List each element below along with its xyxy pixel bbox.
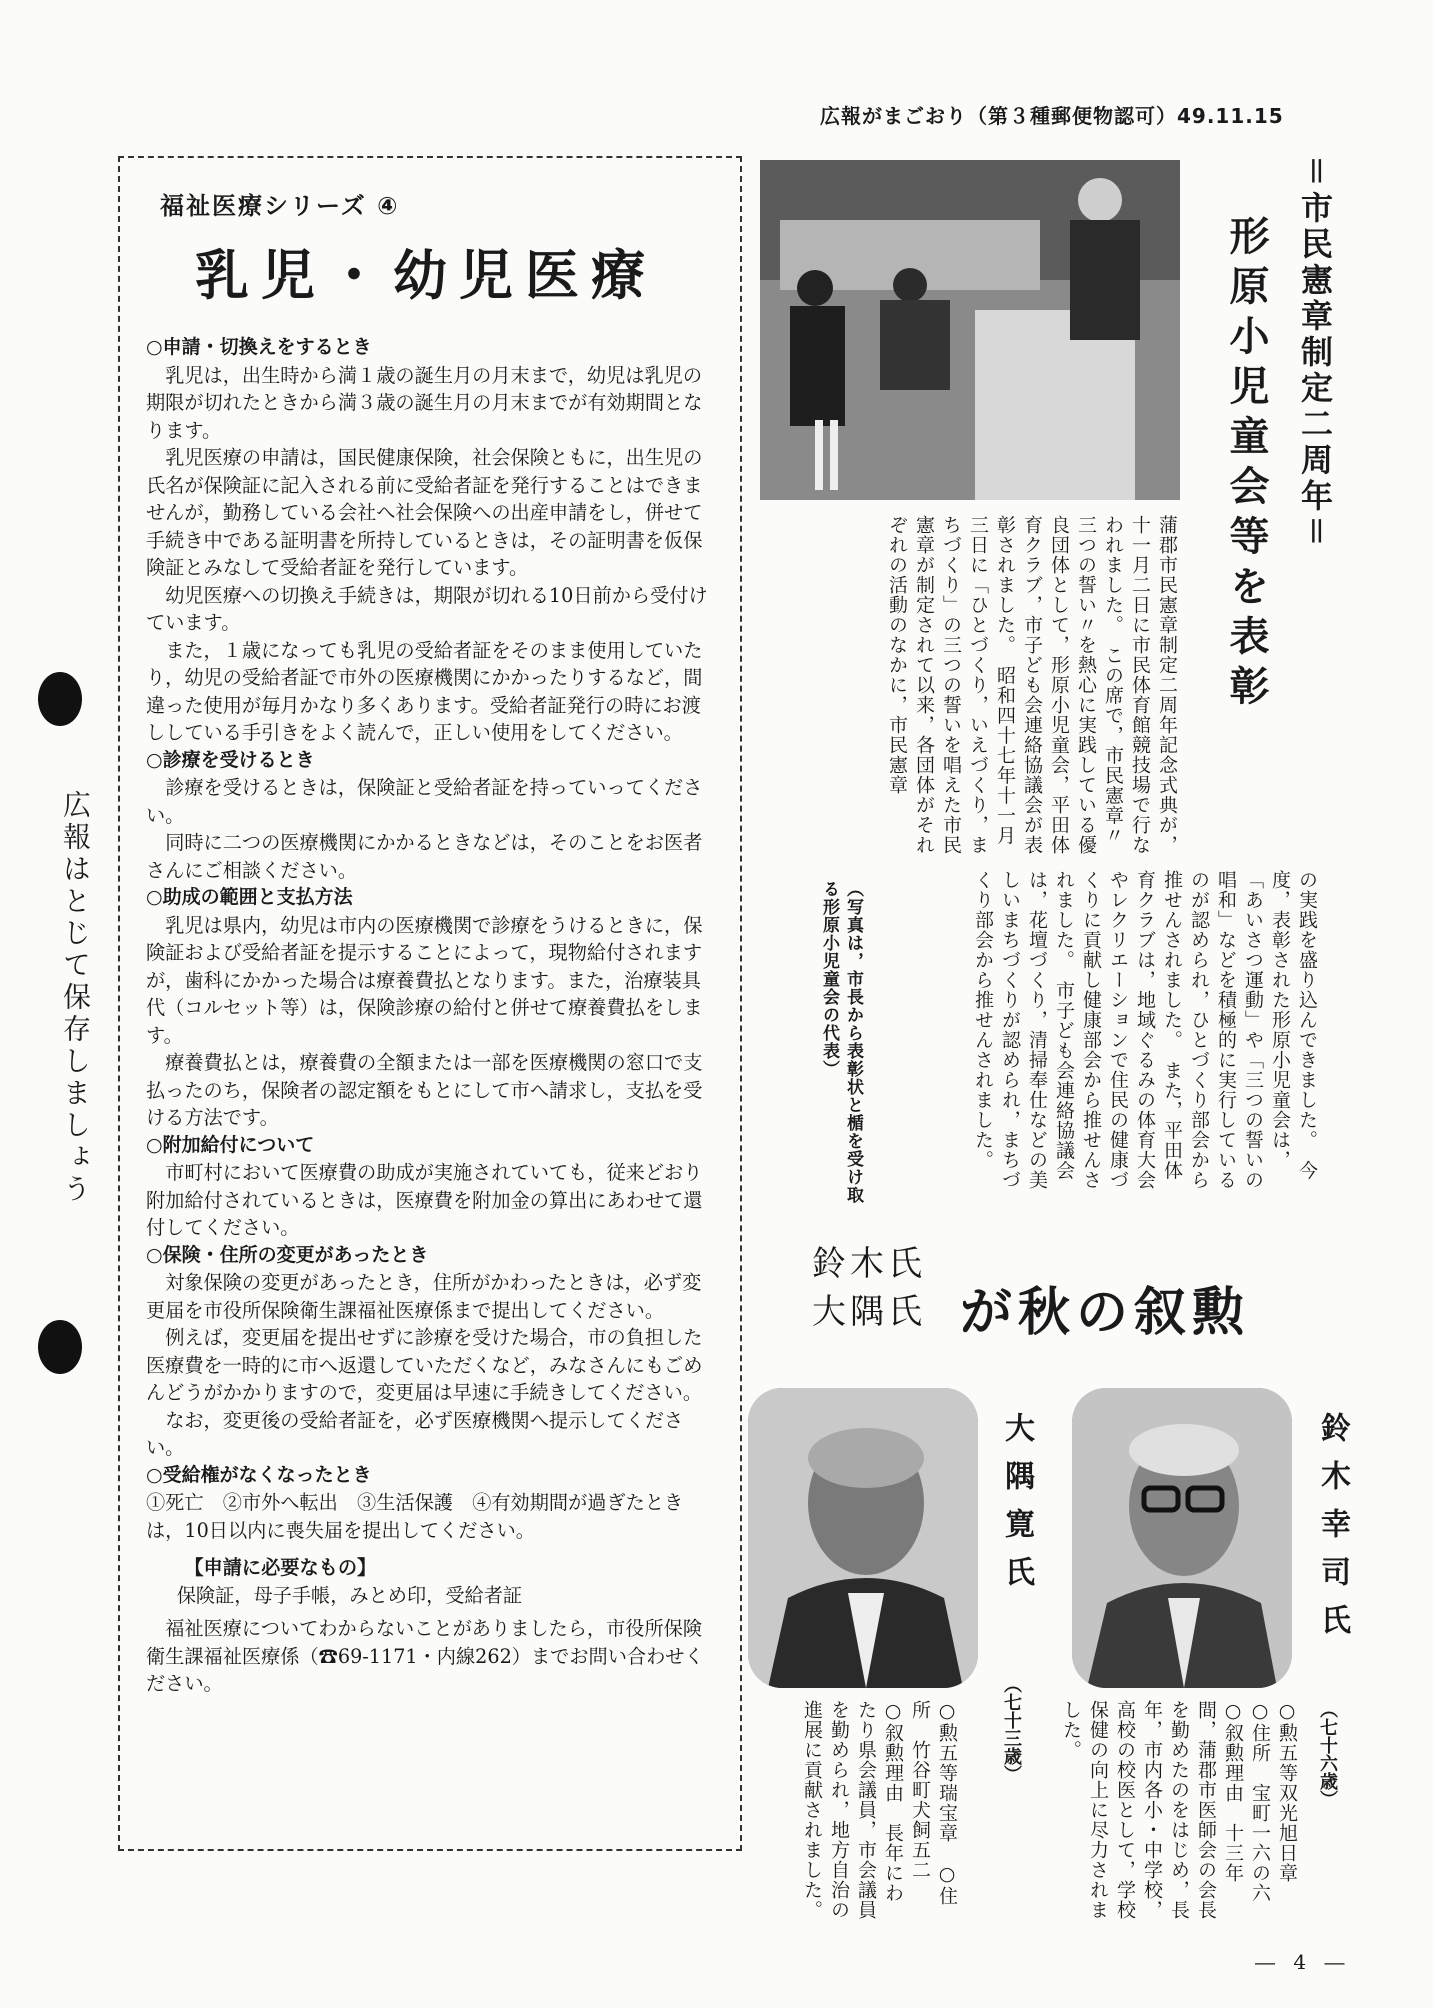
paragraph: 市町村において医療費の助成が実施されていても，従来どおり附加給付されているときは，医療費を附加金の算出にあわせて還付してください。 — [146, 1161, 703, 1239]
required-items-label: 【申請に必要なもの】 — [184, 1556, 377, 1579]
award-sub-headline: ＝市民憲章制定二周年＝ — [1296, 155, 1334, 551]
page-number: ― 4 ― — [1255, 1950, 1351, 1974]
osumi-name: 大隅寛氏 — [999, 1412, 1034, 1604]
paragraph: 乳児医療の申請は，国民健康保険，社会保険ともに，出生児の氏名が保険証に記入される前に受給者証を発行することはできませんが，勤務している会社へ社会保険への出産申請をし，併せて手続き中である証明書を所持しているときは，その証明書を仮保険証とみなして受給者証を発行しています。 — [146, 446, 703, 579]
paragraph: 診療を受けるときは，保険証と受給者証を持っていってください。 — [146, 776, 703, 827]
paragraph: 幼児医療への切換え手続きは，期限が切れる10日前から受付けています。 — [146, 583, 708, 634]
paragraph: 療養費払とは，療養費の全額または一部を医療機関の窓口で支払ったのち，保険者の認定額をもとにして市へ請求し，支払を受ける方法です。 — [146, 1051, 703, 1129]
paragraph: 例えば，変更届を提出せずに診療を受けた場合，市の負担した医療費を一時的に市へ返還していただくなど，みなさんにもごめんどうがかかりますので，変更届は早速に手続きしてください。 — [146, 1326, 703, 1404]
suzuki-age: （七十六歳） — [1317, 1700, 1338, 1808]
series-label: 福祉医療シリーズ ④ — [160, 192, 400, 220]
award-headline: 形原小児童会等を表彰 — [1223, 215, 1270, 715]
paragraph: また，１歳になっても乳児の受給者証をそのまま使用していたり，幼児の受給者証で市外の医療機関にかかったりするなど，間違った使用が毎月かなり多くあります。受給者証発行の時にお渡ししている手引きをよく読んで，正しい使用をしてください。 — [146, 638, 703, 744]
suzuki-name: 鈴木幸司氏 — [1315, 1412, 1350, 1652]
osumi-details: ○勲五等瑞宝章 ○住所 竹谷町犬飼五二 ○叙勲理由 長年にわたり県会議員，市会議員を勤められ，地方自治の進展に貢献されました。 — [801, 1700, 958, 1920]
paragraph: 対象保険の変更があったとき，住所がかわったときは，必ず変更届を市役所保険衛生課福祉医療係まで提出してください。 — [146, 1271, 702, 1322]
binding-note: 広報はとじて保存しましょう — [59, 790, 92, 1206]
publication-header: 広報がまごおり（第３種郵便物認可）49.11.15 — [820, 104, 1284, 128]
award-text-block-1: 蒲郡市民憲章制定二周年記念式典が，十一月二日に市民体育館競技場で行なわれました。 この席で，市民憲章〃三つの誓い〃を熱心に実践している優良団体として，形原小児童会，平田体育クラブ，市子ども会連絡協議会が表彰されました。 昭和四十七年十一月三日に「ひとづくり，いえづくり，まちづくり」の三つの誓いを唱えた市民憲章が制定されて以来，各団体がそれぞれの活動のなかに，市民憲章 — [886, 515, 1178, 855]
suzuki-portrait-photo — [1072, 1388, 1292, 1688]
required-items: 保険証，母子手帳，みとめ印，受給者証 — [176, 1583, 523, 1607]
article-title: 乳児・幼児医療 — [195, 243, 657, 307]
paragraph: 乳児は県内，幼児は市内の医療機関で診療をうけるときに，保険証および受給者証を提示することによって，現物給付されますが，歯科にかかった場合は療養費払となります。また，治療装具代（コルセット等）は，保険診療の給付と併せて療養費払をします。 — [146, 913, 703, 1047]
osumi-portrait-photo — [748, 1388, 978, 1688]
name-line-1: 鈴木氏 — [812, 1244, 926, 1284]
article-body — [146, 334, 716, 1698]
section-heading: ○助成の範囲と支払方法 — [146, 886, 353, 908]
section-heading: ○申請・切換えをするとき — [146, 336, 372, 358]
paragraph: ①死亡 ②市外へ転出 ③生活保護 ④有効期間が過ぎたときは，10日以内に喪失届を提出してください。 — [146, 1491, 684, 1542]
section-heading: ○附加給付について — [146, 1133, 315, 1156]
osumi-age: （七十三歳） — [1001, 1675, 1022, 1783]
section-heading: ○保険・住所の変更があったとき — [146, 1243, 429, 1266]
section-heading: ○診療を受けるとき — [146, 748, 315, 771]
award-ceremony-photo — [760, 160, 1180, 500]
photo-caption: （写真は，市長から表彰状と楯を受け取る形原小児童会の代表） — [819, 880, 863, 1204]
section-heading: ○受給権がなくなったとき — [146, 1463, 372, 1486]
binder-hole-bottom-icon — [38, 1320, 82, 1374]
welfare-article-box — [118, 156, 742, 1851]
paragraph: 同時に二つの医療機関にかかるときなどは，そのことをお医者さんにご相談ください。 — [146, 831, 703, 882]
decoration-title: が秋の叙勲 — [960, 1282, 1251, 1343]
suzuki-details: ○勲五等双光旭日章 ○住所 宝町一六の六 ○叙勲理由 十三年間，蒲郡市医師会の会長を勤めたのをはじめ，長年，市内各小・中学校，高校の校医として，学校保健の向上に尽力されました。 — [1060, 1700, 1298, 1923]
paragraph: 乳児は，出生時から満１歳の誕生月の月末まで，幼児は乳児の期限が切れたときから満３歳の誕生月の月末までが有効期間となります。 — [146, 363, 703, 442]
closing-paragraph: 福祉医療についてわからないことがありましたら，市役所保険衛生課福祉医療係（☎69-1171・内線262）までお問い合わせください。 — [146, 1617, 704, 1695]
paragraph: なお，変更後の受給者証を，必ず医療機関へ提示してください。 — [146, 1408, 684, 1459]
name-line-2: 大隅氏 — [812, 1292, 926, 1332]
binder-hole-top-icon — [38, 672, 82, 726]
award-text-block-2: の実践を盛り込んできました。 今度，表彰された形原小児童会は，「あいさつ運動」や「三つの誓いの唱和」などを積極的に実行しているのが認められ，ひとづくり部会から推せんされました。 また，平田体育クラブは，地域ぐるみの体育大会やレクリエーションで住民の健康づくりに貢献し健康部会から推せんされました。 市子ども会連絡協議会は，花壇づくり，清掃奉仕などの美しいまちづくりが認められ，まちづくり部会から推せんされました。 — [972, 870, 1318, 1190]
decoration-names — [812, 1240, 926, 1336]
